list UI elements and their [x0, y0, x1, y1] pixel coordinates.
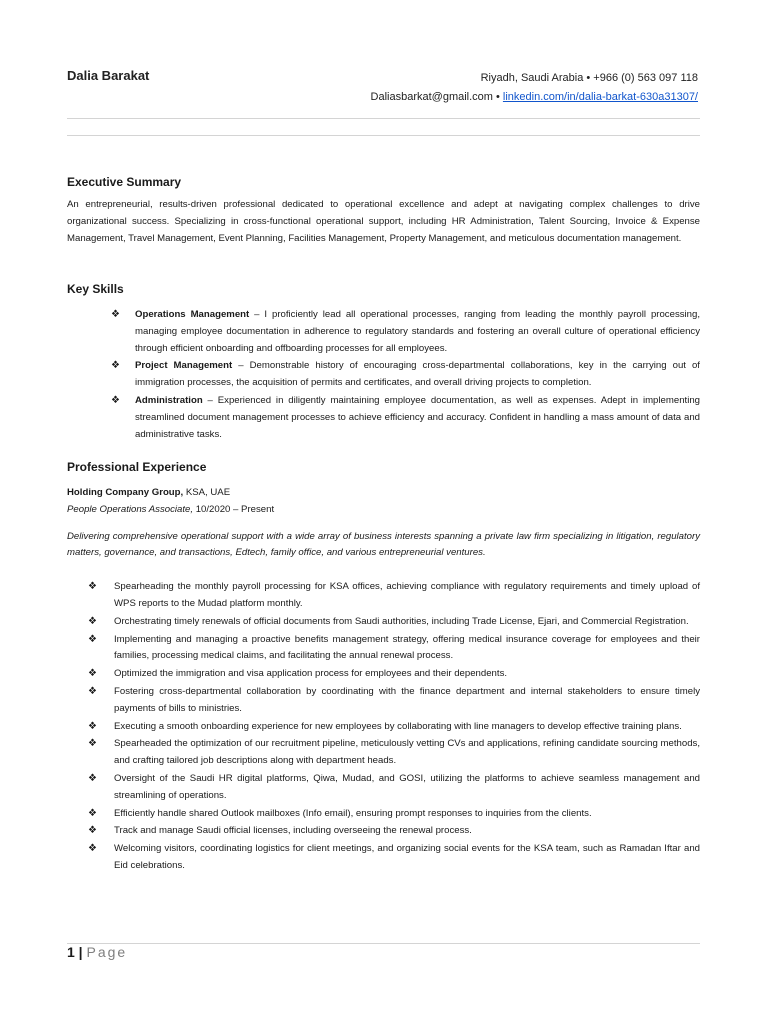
page-footer: [67, 944, 127, 960]
diamond-bullet-icon: ❖: [88, 738, 97, 750]
experience-item: ❖ Orchestrating timely renewals of official documents from Saudi authorities, including Trade License, Ejari, and Commercial Registration.: [67, 614, 700, 631]
linkedin-link[interactable]: linkedin.com/in/dalia-barkat-630a31307/: [502, 91, 698, 103]
experience-item: ❖ Spearheading the monthly payroll processing for KSA offices, achieving compliance with regulatory requirements and timely upload of WPS reports to the Mudad platform monthly.: [88, 581, 700, 609]
location-phone: Riyadh, Saudi Arabia • +966 (0) 563 097 118: [480, 72, 698, 84]
diamond-bullet-icon: ❖: [88, 807, 97, 819]
experience-item: ❖ Welcoming visitors, coordinating logistics for client meetings, and organizing social events for the KSA team, such as Ramadan Iftar and Eid celebrations.: [88, 843, 700, 871]
job-dates: 10/2020 – Present: [193, 503, 275, 515]
diamond-bullet-icon: ❖: [88, 843, 97, 855]
contact-block: [371, 69, 698, 107]
diamond-bullet-icon: ❖: [88, 615, 97, 627]
company-line: [67, 485, 700, 502]
skill-title: Project Management: [135, 360, 233, 372]
experience-item: ❖ Spearheaded the optimization of our recruitment pipeline, meticulously vetting CVs and applications, refining candidate sourcing methods, and crafting tailored job descriptions along with department heads.: [88, 738, 700, 767]
skill-item: [67, 307, 700, 357]
executive-summary-heading: Executive Summary: [67, 175, 182, 189]
diamond-bullet-icon: ❖: [88, 685, 97, 697]
footer-divider: [67, 943, 700, 944]
company-location: KSA, UAE: [183, 487, 231, 498]
page-number: 1: [67, 944, 75, 960]
professional-experience-heading: Professional Experience: [67, 460, 207, 474]
diamond-bullet-icon: ❖: [111, 309, 120, 320]
experience-bullets: [67, 579, 700, 875]
skill-text: – I proficiently lead all operational processes, ranging from leading the monthly payroll processing, managing employee documentation in adherence to regulatory standards and fostering an overall culture of operational efficiency through efficient onboarding and offboarding processes for all employees.: [135, 309, 701, 354]
footer-separator: |: [74, 944, 87, 960]
key-skills-list: [67, 307, 700, 443]
diamond-bullet-icon: ❖: [88, 825, 97, 837]
company-description: Delivering comprehensive operational support with a wide array of business interests spanning a private law firm specializing in litigation, regulatory matters, governance, and transactions, Edtech, family office, and various entrepreneurial ventures.: [67, 530, 700, 559]
experience-item: ❖ Track and manage Saudi official licenses, including overseeing the renewal process.: [67, 823, 700, 840]
skill-item: [67, 358, 700, 392]
experience-item: ❖ Efficiently handle shared Outlook mailboxes (Info email), ensuring prompt responses to inquiries from the clients.: [67, 806, 700, 823]
header-divider-top: [67, 118, 700, 119]
professional-experience-section: [67, 460, 700, 876]
skill-text: – Experienced in diligently maintaining employee documentation, as well as expenses. Adept in implementing streamlined document management processes to achieve efficiency and accuracy. Confident in handling a mass amount of data and administrative tasks.: [135, 394, 700, 440]
email-linkedin-line: [371, 88, 698, 107]
experience-item: ❖ Implementing and managing a proactive benefits management strategy, offering medical insurance coverage for employees and their families, processing medical claims, and facilitating the annual renewal process.: [88, 633, 700, 662]
experience-item: ❖ Optimized the immigration and visa application process for employees and their dependents.: [67, 666, 700, 683]
job-title: People Operations Associate,: [67, 503, 194, 515]
experience-item: ❖ Executing a smooth onboarding experience for new employees by collaborating with line managers to develop effective training plans.: [67, 719, 700, 736]
skill-title: Administration: [135, 394, 203, 406]
executive-summary-section: [67, 175, 700, 247]
contact-separator: •: [492, 91, 503, 103]
executive-summary-text: An entrepreneurial, results-driven professional dedicated to operational excellence and adept at navigating complex challenges to drive organizational success. Specializing in cross-functional operational support, including HR Administration, Talent Sourcing, Invoice & Expense Management, Travel Management, Event Planning, Facilities Management, Property Management, and meticulous documentation management.: [67, 199, 700, 244]
skill-title: Operations Management: [135, 309, 250, 320]
key-skills-heading: Key Skills: [67, 282, 124, 296]
diamond-bullet-icon: ❖: [88, 720, 97, 732]
company-name: Holding Company Group,: [67, 487, 184, 498]
diamond-bullet-icon: ❖: [88, 581, 97, 593]
diamond-bullet-icon: ❖: [88, 668, 97, 680]
diamond-bullet-icon: ❖: [88, 633, 97, 645]
key-skills-section: [67, 282, 700, 444]
page-label: Page: [86, 944, 128, 960]
experience-item: ❖ Oversight of the Saudi HR digital platforms, Qiwa, Mudad, and GOSI, utilizing the platforms to achieve seamless management and streamlining of operations.: [88, 772, 700, 801]
email-address: Daliasbarkat@gmail.com: [370, 91, 493, 103]
skill-text: – Demonstrable history of encouraging cross-departmental collaborations, key in the carrying out of immigration processes, the acquisition of permits and certificates, and overall driving projects to completion.: [135, 360, 700, 389]
experience-item: ❖ Fostering cross-departmental collaboration by coordinating with the finance department and internal stakeholders to ensure timely payments of bills to ministries.: [88, 685, 700, 714]
diamond-bullet-icon: ❖: [111, 394, 120, 406]
candidate-name: Dalia Barakat: [67, 68, 150, 83]
header-divider-bottom: [67, 135, 700, 136]
diamond-bullet-icon: ❖: [111, 360, 120, 372]
skill-item: [67, 393, 700, 443]
diamond-bullet-icon: ❖: [88, 772, 97, 784]
role-line: [67, 502, 700, 519]
